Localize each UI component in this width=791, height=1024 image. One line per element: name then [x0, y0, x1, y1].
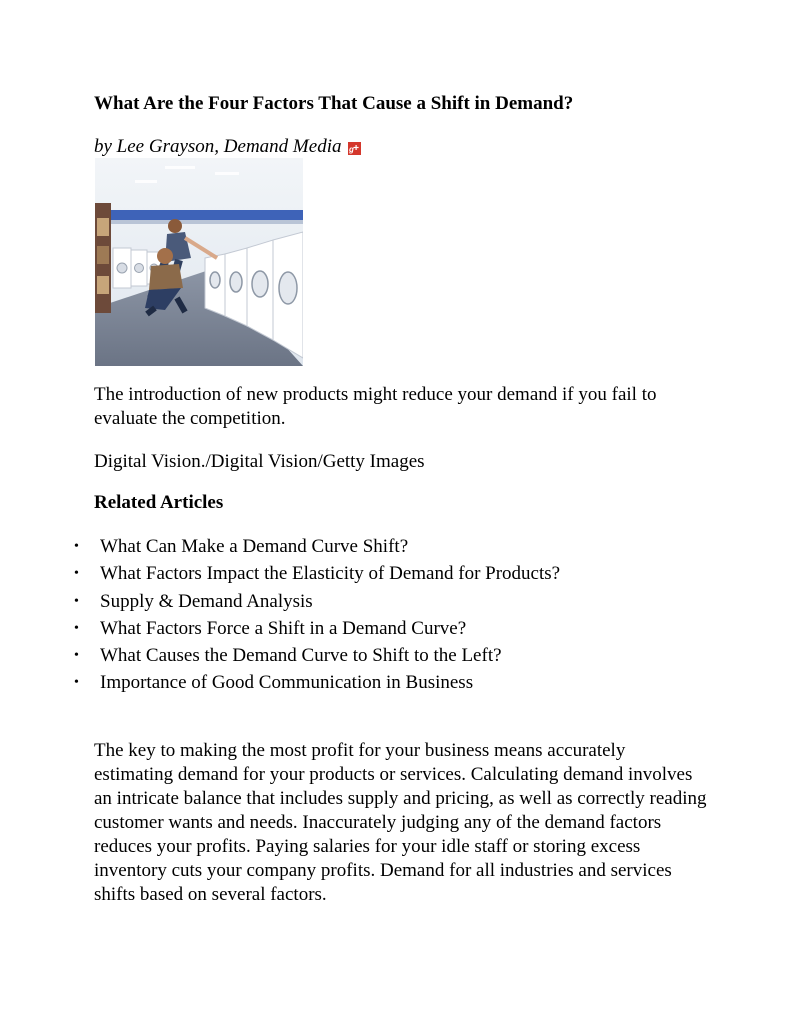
related-article-link[interactable]: What Factors Impact the Elasticity of Demand for Products?: [100, 563, 561, 585]
related-articles-list: [74, 533, 560, 697]
related-article-link[interactable]: Supply & Demand Analysis: [100, 590, 313, 612]
related-article-item[interactable]: [74, 560, 560, 587]
related-article-link[interactable]: Importance of Good Communication in Business: [100, 672, 474, 694]
related-article-link[interactable]: What Factors Force a Shift in a Demand Curve?: [100, 617, 467, 639]
bullet-icon: •: [74, 675, 79, 691]
bullet-icon: •: [74, 648, 79, 664]
svg-text:g: g: [349, 144, 355, 154]
bullet-icon: •: [74, 620, 79, 636]
related-articles-heading: Related Articles: [94, 492, 224, 513]
article-photo: [95, 158, 303, 366]
photo-credit: Digital Vision./Digital Vision/Getty Images: [94, 451, 425, 472]
related-article-item[interactable]: [74, 615, 560, 642]
related-article-item[interactable]: [74, 533, 560, 560]
related-article-item[interactable]: [74, 588, 560, 615]
bullet-icon: •: [74, 593, 79, 609]
article-byline: [94, 136, 361, 158]
related-article-item[interactable]: [74, 642, 560, 669]
byline-text: by Lee Grayson, Demand Media: [94, 136, 342, 157]
photo-caption: The introduction of new products might reduce your demand if you fail to evaluate the competition.: [94, 384, 657, 429]
article-body-paragraph: The key to making the most profit for your business means accurately estimating demand for your products or services. Calculating demand involves an intricate balance that includes supply and pricing, as well as correctly reading customer wants and needs. Inaccurately judging any of the demand factors reduces your profits. Paying salaries for your idle staff or storing excess inventory cuts your company profits. Demand for all industries and services shifts based on several factors.: [94, 740, 707, 905]
google-plus-icon[interactable]: [348, 142, 361, 155]
article-title: What Are the Four Factors That Cause a Shift in Demand?: [94, 93, 574, 114]
bullet-icon: •: [74, 566, 79, 582]
bullet-icon: •: [74, 539, 79, 554]
related-article-item[interactable]: [74, 669, 560, 696]
related-article-link[interactable]: What Can Make a Demand Curve Shift?: [100, 536, 409, 557]
related-article-link[interactable]: What Causes the Demand Curve to Shift to the Left?: [100, 645, 502, 667]
